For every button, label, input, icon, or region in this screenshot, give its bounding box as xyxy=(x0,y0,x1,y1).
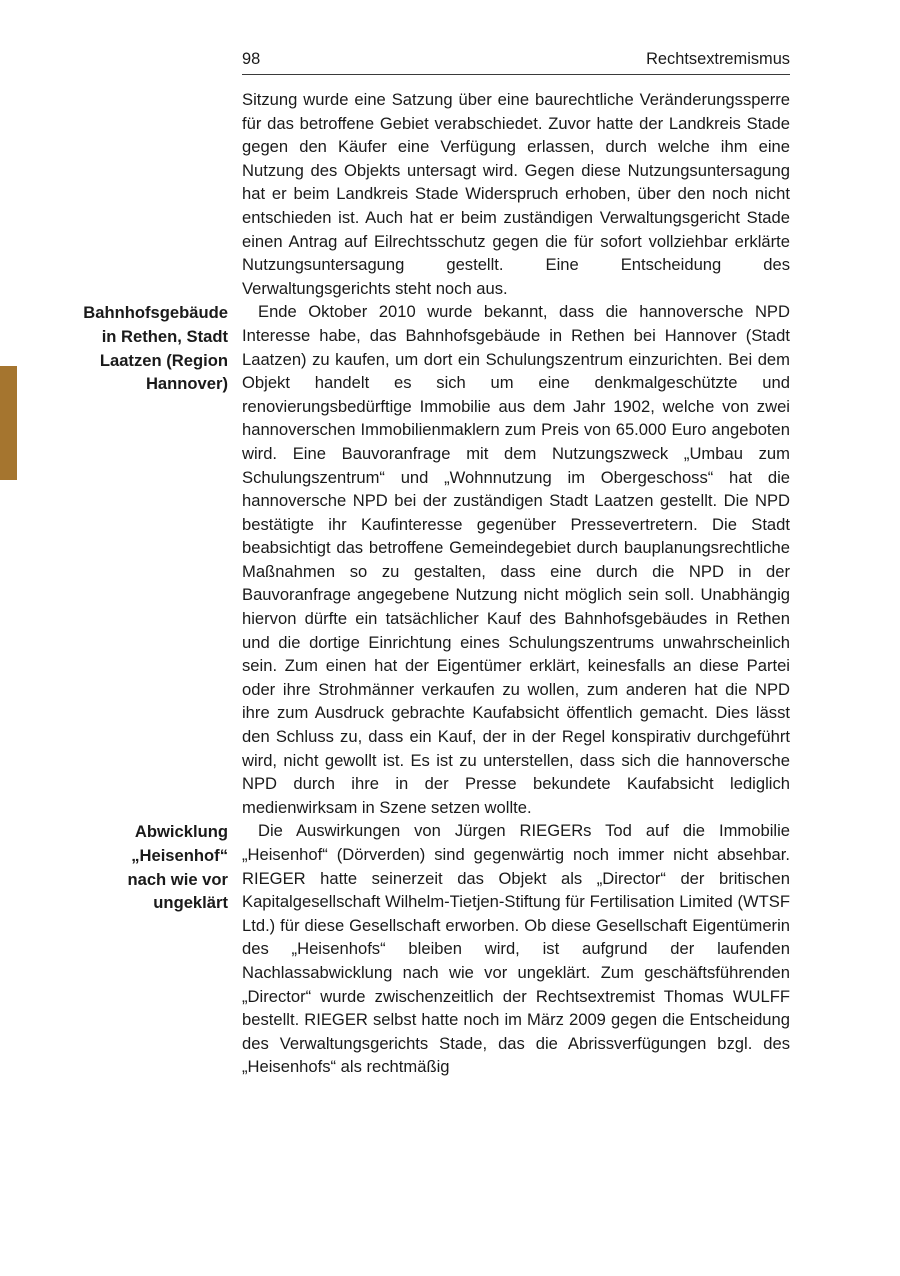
page-content xyxy=(0,88,790,1079)
margin-note-line: nach wie vor xyxy=(127,869,228,889)
body-column xyxy=(242,819,790,1079)
paragraph-row xyxy=(0,88,790,300)
margin-note-heisenhof xyxy=(0,819,228,1079)
body-paragraph: Die Auswirkungen von Jürgen RIEGERs Tod auf die Immobilie „Heisenhof“ (Dörverden) sind gegenwärtig noch immer nicht absehbar. RIEGER hatte seinerzeit das Objekt als „Director“ der britischen Kapitalgesellschaft Wilhelm-Tietjen-Stiftung für Fertilisation Limited (WTSF Ltd.) für diese Gesellschaft erworben. Ob diese Gesellschaft Eigentümerin des „Heisenhofs“ bleiben wird, ist aufgrund der laufenden Nachlassabwicklung nach wie vor ungeklärt. Zum geschäftsführenden „Director“ wurde zwischenzeitlich der Rechtsextremist Thomas WULFF bestellt. RIEGER selbst hatte noch im März 2009 gegen die Entscheidung des Verwaltungsgerichts Stade, das die Abrissverfügungen bzgl. des „Heisenhofs“ als rechtmäßig xyxy=(242,821,790,1077)
page-number: 98 xyxy=(242,50,261,68)
margin-note-line: ungeklärt xyxy=(153,893,228,913)
paragraph-row xyxy=(0,300,790,819)
header-rule xyxy=(242,74,790,75)
margin-note-line: Hannover) xyxy=(145,374,228,394)
body-paragraph: Ende Oktober 2010 wurde bekannt, dass die hannoversche NPD Interesse habe, das Bahnhofsgebäude in Rethen bei Hannover (Stadt Laatzen) zu kaufen, um dort ein Schulungszentrum einzurichten. Bei dem Objekt handelt es sich um eine denkmalgeschützte und renovierungsbedürftige Immobilie aus dem Jahr 1902, welche von zwei hannoverschen Immobilienmaklern zum Preis von 65.000 Euro angeboten wird. Eine Bauvoranfrage mit dem Nutzungszweck „Umbau zum Schulungszentrum“ und „Wohnnutzung im Obergeschoss“ hat die hannoversche NPD bei der zuständigen Stadt Laatzen gestellt. Die NPD bestätigte ihr Kaufinteresse gegenüber Pressevertretern. Die Stadt beabsichtigt das betroffene Gemeindegebiet durch bauplanungsrechtliche Maßnahmen so zu gestalten, dass eine durch die NPD in der Bauvoranfrage angegebene Nutzung nicht möglich sein soll. Unabhängig hiervon dürfte ein tatsächlicher Kauf des Bahnhofsgebäudes in Rethen und die dortige Einrichtung eines Schulungszentrums unwahrscheinlich sein. Zum einen hat der Eigentümer erklärt, keinesfalls an diese Partei oder ihre Strohmänner verkaufen zu wollen, zum anderen hat die NPD ihre zum Ausdruck gebrachte Kaufabsicht öffentlich gemacht. Dies lässt den Schluss zu, dass ein Kauf, der in der Regel konspirativ durchgeführt wird, nicht gewollt ist. Es ist zu unterstellen, dass sich die hannoversche NPD durch ihre in der Presse bekundete Kaufabsicht lediglich medienwirksam in Szene setzen wollte. xyxy=(242,302,790,817)
margin-note-empty xyxy=(0,88,228,300)
margin-note-bahnhofsgebaeude xyxy=(0,300,228,819)
running-section-title: Rechtsextremismus xyxy=(646,50,790,68)
page-header xyxy=(242,50,790,76)
body-column xyxy=(242,88,790,300)
margin-note-line: in Rethen, Stadt xyxy=(101,326,228,346)
margin-note-line: Abwicklung xyxy=(134,822,228,842)
margin-note-line: Laatzen (Region xyxy=(99,350,228,370)
margin-note-line: Bahnhofsgebäude xyxy=(83,303,228,323)
paragraph-row xyxy=(0,819,790,1079)
body-paragraph: Sitzung wurde eine Satzung über eine baurechtliche Veränderungssperre für das betroffene Gebiet verabschiedet. Zuvor hatte der Landkreis Stade gegen den Käufer eine Verfügung erlassen, durch welche ihm eine Nutzung des Objekts untersagt wird. Gegen diese Nutzungsuntersagung hat er beim Landkreis Stade Widerspruch erhoben, über den noch nicht entschieden ist. Auch hat er beim zuständigen Verwaltungsgericht Stade einen Antrag auf Eilrechtsschutz gegen die für sofort vollziehbar erklärte Nutzungsuntersagung gestellt. Eine Entscheidung des Verwaltungsgerichts steht noch aus. xyxy=(242,90,790,298)
margin-note-line: „Heisenhof“ xyxy=(131,846,228,865)
body-column xyxy=(242,300,790,819)
